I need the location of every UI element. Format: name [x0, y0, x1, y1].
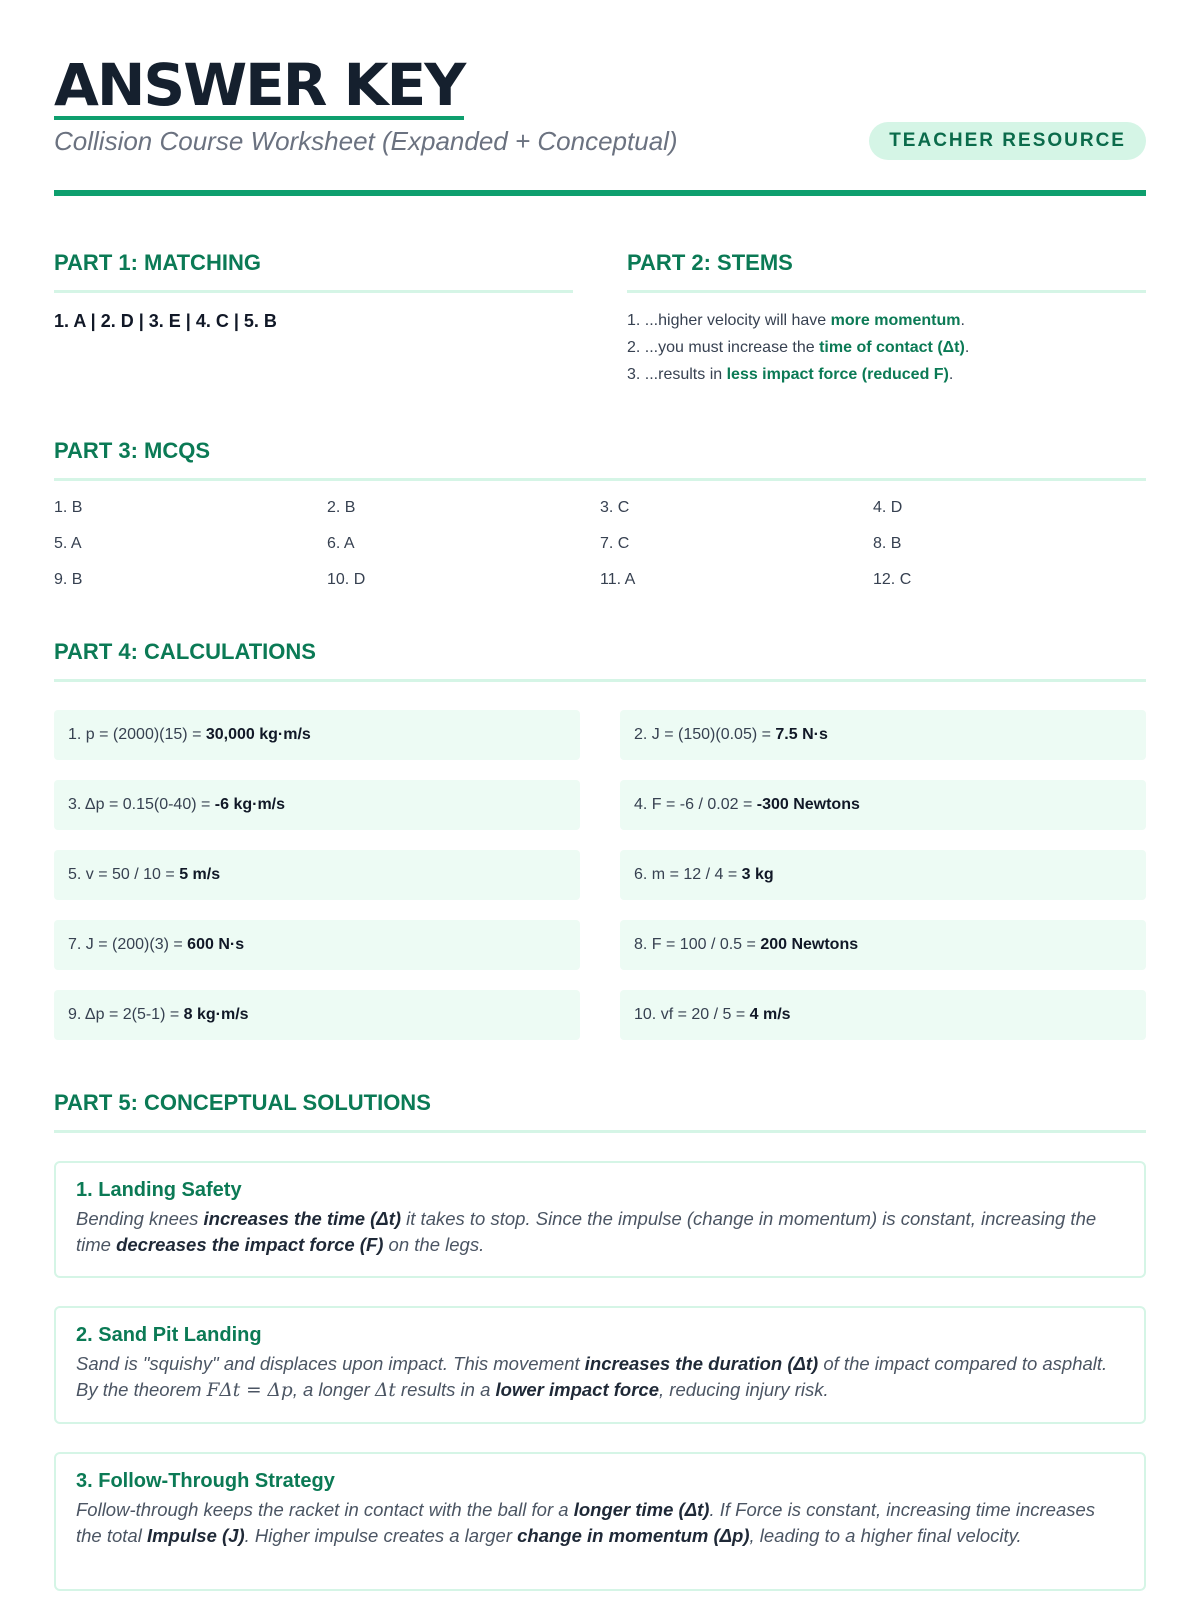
concept-text: Sand is "squishy" and displaces upon impact. This movement — [76, 1353, 585, 1374]
calc-result: -6 kg·m/s — [214, 796, 286, 813]
concept-emphasis: change in momentum (Δp) — [517, 1525, 750, 1546]
concept-body — [76, 1351, 1124, 1404]
concept-text: . If Force is constant, increasing time increases the total — [76, 1499, 1096, 1546]
part5-heading: PART 5: CONCEPTUAL SOLUTIONS — [54, 1090, 1146, 1133]
concept-emphasis: longer time (Δt) — [573, 1499, 710, 1520]
concept-emphasis: increases the time (Δt) — [203, 1208, 402, 1229]
calc-work: 5. v = 50 / 10 = — [68, 866, 180, 883]
mcq-answer: 2. B — [327, 499, 356, 516]
calc-result: 600 N·s — [187, 936, 245, 953]
stem-answer: time of contact (Δt) — [819, 339, 965, 356]
math-symbol: Δt — [374, 1380, 396, 1401]
part3-section — [54, 438, 1146, 589]
mcq-answer: 9. B — [54, 571, 83, 588]
concept-card-sand-pit — [54, 1306, 1146, 1424]
calc-card — [54, 710, 580, 760]
concept-emphasis: Impulse (J) — [146, 1525, 245, 1546]
calc-card — [54, 850, 580, 900]
calc-card — [54, 920, 580, 970]
concept-title: 2. Sand Pit Landing — [76, 1324, 262, 1346]
mcq-answer: 6. A — [327, 535, 355, 552]
concept-text: results in a — [395, 1379, 496, 1400]
math-formula: FΔt = Δp — [206, 1380, 293, 1401]
part4-section — [54, 639, 1146, 1040]
calc-result: 30,000 kg·m/s — [205, 726, 311, 743]
concept-title: 3. Follow-Through Strategy — [76, 1470, 335, 1492]
calc-work: 3. Δp = 0.15(0-40) = — [68, 796, 215, 813]
calc-work: 8. F = 100 / 0.5 = — [634, 936, 761, 953]
calc-result: 8 kg·m/s — [183, 1006, 249, 1023]
mcq-answer: 1. B — [54, 499, 83, 516]
concept-text: . Higher impulse creates a larger — [244, 1525, 518, 1546]
part2-section — [627, 250, 1146, 388]
calc-result: 5 m/s — [179, 866, 221, 883]
stem-suffix: . — [964, 339, 970, 356]
concept-text: it takes to stop. Since the impulse (change in momentum) is constant, increasing the time — [76, 1208, 1097, 1255]
stem-suffix: . — [960, 312, 965, 329]
part2-heading: PART 2: STEMS — [627, 250, 1146, 293]
concept-body — [76, 1206, 1124, 1258]
calc-card — [54, 990, 580, 1040]
calc-card — [620, 710, 1146, 760]
concept-emphasis: increases the duration (Δt) — [584, 1353, 819, 1374]
calc-work: 6. m = 12 / 4 = — [634, 866, 742, 883]
part1-heading: PART 1: MATCHING — [54, 250, 573, 293]
stems-list — [627, 307, 1146, 388]
mcq-answer: 11. A — [600, 571, 636, 588]
mcq-answer: 3. C — [600, 499, 630, 516]
stem-answer: less impact force (reduced F) — [726, 366, 949, 383]
stem-answer: more momentum — [830, 312, 961, 329]
part3-heading: PART 3: MCQS — [54, 438, 1146, 481]
concept-text: , reducing injury risk. — [659, 1379, 829, 1400]
calc-work: 4. F = -6 / 0.02 = — [634, 796, 757, 813]
concept-body — [76, 1497, 1124, 1549]
calc-card — [620, 990, 1146, 1040]
concept-text: on the legs. — [383, 1234, 485, 1255]
calc-card — [620, 780, 1146, 830]
stem-text: 2. ...you must increase the — [627, 339, 820, 356]
stem-text: 3. ...results in — [627, 366, 727, 383]
part5-section — [54, 1090, 1146, 1591]
calc-work: 2. J = (150)(0.05) = — [634, 726, 776, 743]
stem-item — [627, 361, 1146, 388]
matching-answers: 1. A | 2. D | 3. E | 4. C | 5. B — [54, 311, 277, 331]
mcq-answer: 4. D — [873, 499, 903, 516]
calc-result: 7.5 N·s — [775, 726, 828, 743]
mcq-answer: 7. C — [600, 535, 630, 552]
concept-emphasis: decreases the impact force (F) — [116, 1234, 384, 1255]
mcq-answers-grid — [54, 499, 1146, 589]
calc-work: 9. Δp = 2(5-1) = — [68, 1006, 184, 1023]
concept-text: Bending knees — [76, 1208, 204, 1229]
mcq-answer: 8. B — [873, 535, 902, 552]
stem-text: 1. ...higher velocity will have — [627, 312, 831, 329]
stem-item — [627, 307, 1146, 334]
mcq-answer: 10. D — [327, 571, 366, 588]
header-divider — [54, 190, 1146, 196]
page-subtitle: Collision Course Worksheet (Expanded + Conceptual) — [54, 126, 678, 156]
stem-suffix: . — [948, 366, 954, 383]
stem-item — [627, 334, 1146, 361]
page-title: ANSWER KEY — [54, 51, 465, 119]
concept-text: , a longer — [292, 1379, 375, 1400]
part4-heading: PART 4: CALCULATIONS — [54, 639, 1146, 682]
calc-result: 3 kg — [741, 866, 774, 883]
concept-text: of the impact compared to asphalt. By the theorem — [76, 1353, 1108, 1400]
teacher-resource-badge: TEACHER RESOURCE — [869, 122, 1146, 160]
concept-emphasis: lower impact force — [495, 1379, 659, 1400]
concept-text: Follow-through keeps the racket in contact with the ball for a — [76, 1499, 574, 1520]
calc-work: 1. p = (2000)(15) = — [68, 726, 206, 743]
part1-section — [54, 250, 573, 388]
concept-card-follow-through — [54, 1452, 1146, 1591]
calculations-grid — [54, 710, 1146, 1040]
calc-card — [620, 850, 1146, 900]
calc-result: 4 m/s — [749, 1006, 791, 1023]
mcq-answer: 12. C — [873, 571, 912, 588]
concept-text: , leading to a higher final velocity. — [749, 1525, 1022, 1546]
calc-card — [54, 780, 580, 830]
header — [54, 0, 1146, 157]
calc-card — [620, 920, 1146, 970]
mcq-answer: 5. A — [54, 535, 82, 552]
concept-card-landing-safety — [54, 1161, 1146, 1278]
concept-title: 1. Landing Safety — [76, 1179, 242, 1201]
calc-work: 10. vf = 20 / 5 = — [634, 1006, 750, 1023]
parts-1-2-row — [54, 250, 1146, 388]
calc-result: -300 Newtons — [756, 796, 860, 813]
calc-result: 200 Newtons — [760, 936, 859, 953]
calc-work: 7. J = (200)(3) = — [68, 936, 188, 953]
